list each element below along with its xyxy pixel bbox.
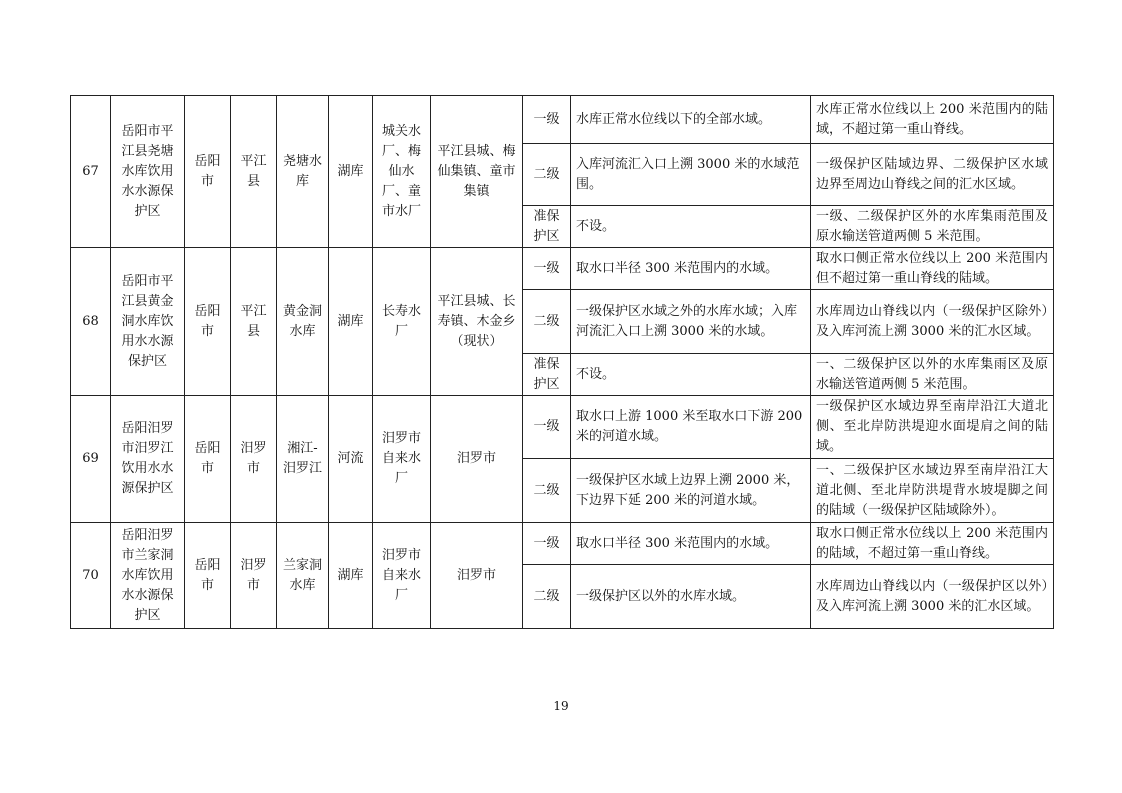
- water-source-cell: 兰家洞水库: [277, 523, 329, 629]
- protection-level: 准保护区: [523, 206, 571, 248]
- water-area-scope: 取水口上游 1000 米至取水口下游 200 米的河道水域。: [571, 396, 811, 459]
- water-area-scope: 水库正常水位线以下的全部水域。: [571, 96, 811, 144]
- service-area-cell: 汨罗市: [431, 396, 523, 523]
- water-plant-cell: 汨罗市自来水厂: [373, 523, 431, 629]
- water-area-scope: 一级保护区以外的水库水域。: [571, 565, 811, 629]
- row-number: 69: [71, 396, 111, 523]
- zone-name: 岳阳市平江县尧塘水库饮用水水源保护区: [111, 96, 185, 248]
- land-area-scope: 取水口侧正常水位线以上 200 米范围内的陆域，不超过第一重山脊线。: [811, 523, 1054, 565]
- source-type-cell: 湖库: [329, 248, 373, 396]
- land-area-scope: 一级、二级保护区外的水库集雨范围及原水输送管道两侧 5 米范围。: [811, 206, 1054, 248]
- city-cell: 岳阳市: [185, 396, 231, 523]
- protection-zone-table: [70, 95, 1054, 629]
- zone-name: 岳阳汨罗市汨罗江饮用水水源保护区: [111, 396, 185, 523]
- land-area-scope: 一级保护区水域边界至南岸沿江大道北侧、至北岸防洪堤迎水面堤肩之间的陆域。: [811, 396, 1054, 459]
- zone-name: 岳阳汨罗市兰家洞水库饮用水水源保护区: [111, 523, 185, 629]
- county-cell: 汨罗市: [231, 396, 277, 523]
- city-cell: 岳阳市: [185, 523, 231, 629]
- land-area-scope: 一、二级保护区水域边界至南岸沿江大道北侧、至北岸防洪堤背水坡堤脚之间的陆域（一级保护区陆域除外）。: [811, 459, 1054, 523]
- land-area-scope: 取水口侧正常水位线以上 200 米范围内但不超过第一重山脊线的陆域。: [811, 248, 1054, 290]
- protection-level: 二级: [523, 144, 571, 206]
- page-number: 19: [553, 699, 569, 713]
- water-plant-cell: 长寿水厂: [373, 248, 431, 396]
- protection-level: 二级: [523, 565, 571, 629]
- protection-level: 一级: [523, 523, 571, 565]
- water-plant-cell: 汨罗市自来水厂: [373, 396, 431, 523]
- source-type-cell: 湖库: [329, 523, 373, 629]
- source-type-cell: 河流: [329, 396, 373, 523]
- water-area-scope: 取水口半径 300 米范围内的水域。: [571, 523, 811, 565]
- water-area-scope: 不设。: [571, 206, 811, 248]
- water-area-scope: 不设。: [571, 354, 811, 396]
- city-cell: 岳阳市: [185, 248, 231, 396]
- service-area-cell: 平江县城、长寿镇、木金乡（现状）: [431, 248, 523, 396]
- water-source-cell: 湘江-汨罗江: [277, 396, 329, 523]
- protection-level: 一级: [523, 396, 571, 459]
- source-type-cell: 湖库: [329, 96, 373, 248]
- land-area-scope: 水库正常水位线以上 200 米范围内的陆域，不超过第一重山脊线。: [811, 96, 1054, 144]
- protection-level: 二级: [523, 459, 571, 523]
- service-area-cell: 平江县城、梅仙集镇、童市集镇: [431, 96, 523, 248]
- water-area-scope: 一级保护区水域之外的水库水域；入库河流汇入口上溯 3000 米的水域。: [571, 290, 811, 354]
- row-number: 68: [71, 248, 111, 396]
- water-source-cell: 黄金洞水库: [277, 248, 329, 396]
- water-area-scope: 一级保护区水域上边界上溯 2000 米，下边界下延 200 米的河道水域。: [571, 459, 811, 523]
- city-cell: 岳阳市: [185, 96, 231, 248]
- water-area-scope: 取水口半径 300 米范围内的水域。: [571, 248, 811, 290]
- zone-name: 岳阳市平江县黄金洞水库饮用水水源保护区: [111, 248, 185, 396]
- protection-level: 一级: [523, 96, 571, 144]
- land-area-scope: 一、二级保护区以外的水库集雨区及原水输送管道两侧 5 米范围。: [811, 354, 1054, 396]
- protection-level: 一级: [523, 248, 571, 290]
- water-area-scope: 入库河流汇入口上溯 3000 米的水域范围。: [571, 144, 811, 206]
- land-area-scope: 水库周边山脊线以内（一级保护区除外）及入库河流上溯 3000 米的汇水区域。: [811, 290, 1054, 354]
- table-row: [71, 96, 1054, 144]
- table-row: [71, 396, 1054, 459]
- county-cell: 平江县: [231, 96, 277, 248]
- table-row: [71, 248, 1054, 290]
- row-number: 67: [71, 96, 111, 248]
- county-cell: 汨罗市: [231, 523, 277, 629]
- county-cell: 平江县: [231, 248, 277, 396]
- water-plant-cell: 城关水厂、梅仙水厂、童市水厂: [373, 96, 431, 248]
- service-area-cell: 汨罗市: [431, 523, 523, 629]
- protection-level: 二级: [523, 290, 571, 354]
- land-area-scope: 水库周边山脊线以内（一级保护区以外）及入库河流上溯 3000 米的汇水区域。: [811, 565, 1054, 629]
- protection-level: 准保护区: [523, 354, 571, 396]
- table-row: [71, 523, 1054, 565]
- land-area-scope: 一级保护区陆域边界、二级保护区水域边界至周边山脊线之间的汇水区域。: [811, 144, 1054, 206]
- row-number: 70: [71, 523, 111, 629]
- water-source-cell: 尧塘水库: [277, 96, 329, 248]
